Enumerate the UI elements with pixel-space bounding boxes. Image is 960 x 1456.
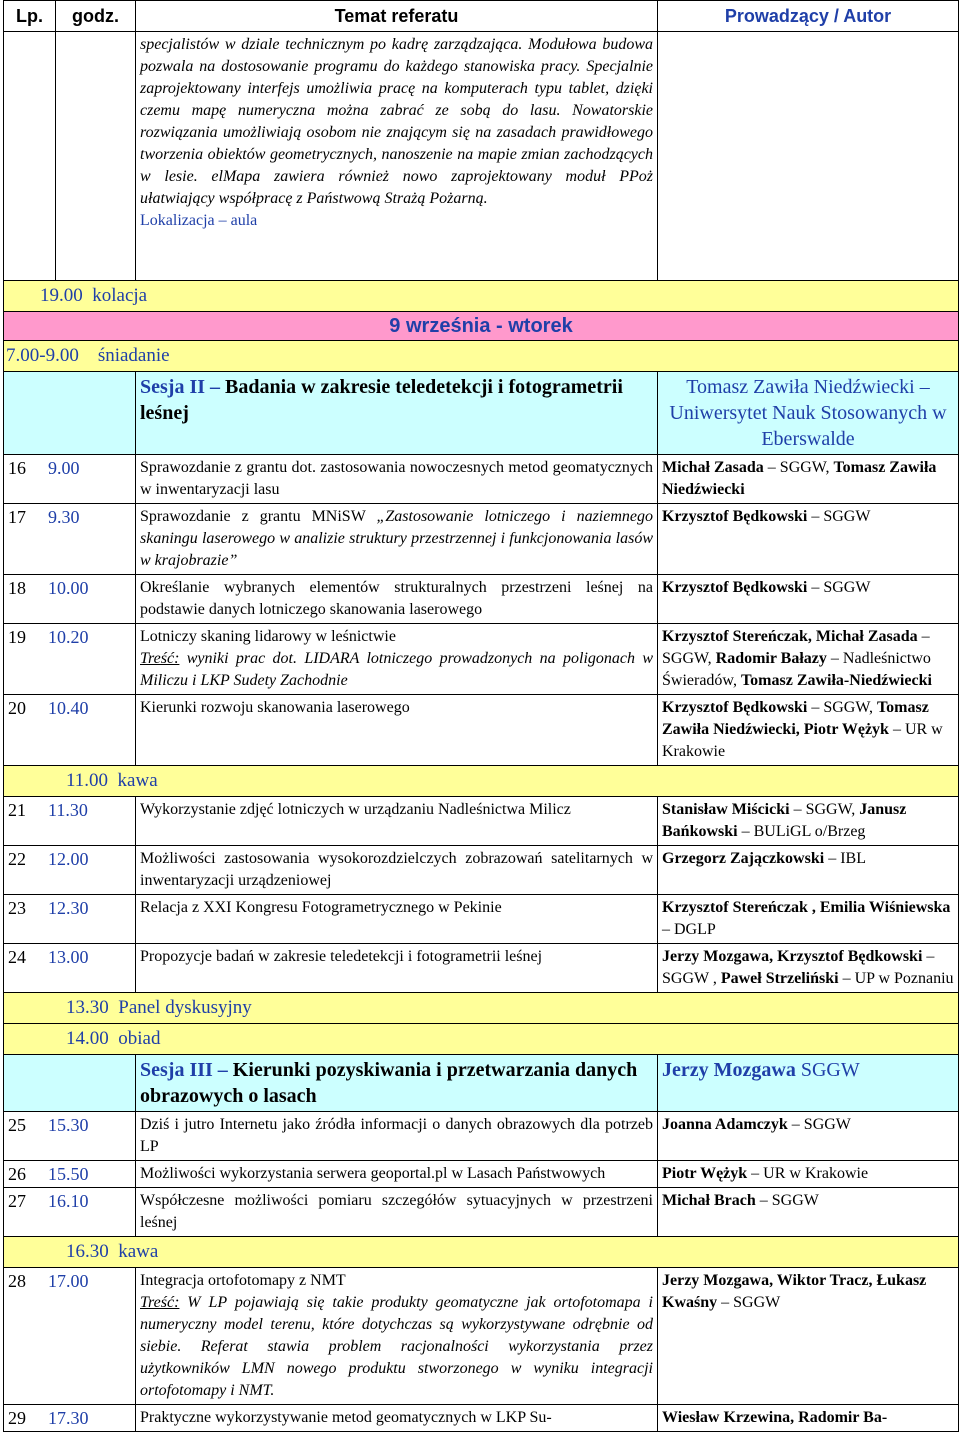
kawa1-time: 11.00: [66, 770, 109, 791]
row-authors-cell: [658, 575, 959, 624]
obiad-label: obiad: [118, 1028, 161, 1049]
header-autor: Prowadzący / Autor: [658, 1, 959, 32]
table-row: [4, 846, 959, 895]
row-lp: 23: [8, 898, 26, 918]
row-authors-cell: [658, 1161, 959, 1188]
row-topic-cell: [136, 504, 658, 575]
panel-label: Panel dyskusyjny: [118, 997, 252, 1018]
row-lp: 25: [8, 1115, 26, 1135]
row-topic-cell: [136, 624, 658, 695]
table-row: [4, 1161, 959, 1188]
row-topic-cell: [136, 944, 658, 993]
kawa2-label: kawa: [118, 1241, 159, 1262]
author-org: – SGGW: [807, 579, 871, 596]
row-topic-cell: [136, 895, 658, 944]
author-org: – UR w Krakowie: [747, 1165, 869, 1182]
sniadanie-label: śniadanie: [97, 345, 170, 366]
author-name: Krzysztof Stereńczak , Emilia Wiśniewska: [662, 899, 951, 916]
author-name: Michał Zasada: [662, 459, 764, 476]
author-org: – SGGW,: [789, 801, 860, 818]
row-topic: Dziś i jutro Internetu jako źródła informacji o danych obrazowych dla potrzeb LP: [140, 1116, 653, 1155]
row-topic-cell: [136, 695, 658, 766]
author-org: – UR w Krakowie: [662, 721, 943, 760]
author-org: – SGGW,: [763, 459, 834, 476]
row-topic: Kierunki rozwoju skanowania laserowego: [140, 699, 410, 716]
row-topic: Lotniczy skaning lidarowy w leśnictwie: [140, 628, 396, 645]
header-temat: Temat referatu: [136, 1, 658, 32]
session2-row: [4, 372, 959, 455]
author-name: Paweł Strzeliński: [720, 970, 839, 987]
author-name: Tomasz Zawiła Niedźwiecki: [662, 459, 937, 498]
author-org: – DGLP: [662, 921, 716, 938]
row-time: 11.30: [48, 800, 88, 820]
row-topic: Możliwości wykorzystania serwera geoportal.pl w Lasach Państwowych: [140, 1165, 606, 1182]
session3-title-cell: [136, 1055, 658, 1112]
row-authors-cell: [658, 944, 959, 993]
row-lp: 27: [8, 1191, 26, 1211]
kawa2-time: 16.30: [66, 1241, 109, 1262]
row-authors-cell: [658, 1188, 959, 1237]
row-lp: 19: [8, 627, 26, 647]
continued-abstract-row: [4, 32, 959, 281]
row-topic: Wykorzystanie zdjęć lotniczych w urządzaniu Nadleśnictwa Milicz: [140, 801, 571, 818]
row-time: 12.00: [48, 849, 89, 869]
author-org: – BULiGL o/Brzeg: [737, 823, 866, 840]
author-org: – UP w Poznaniu: [838, 970, 954, 987]
session3-leader-org: SGGW: [795, 1059, 860, 1081]
session2-title: Badania w zakresie teledetekcji i fotogrametrii leśnej: [140, 376, 623, 424]
author-name: Grzegorz Zajączkowski: [662, 850, 825, 867]
session2-title-cell: [136, 372, 658, 455]
row-lp: 26: [8, 1164, 26, 1184]
row-authors-cell: [658, 1268, 959, 1405]
kolacja-time: 19.00: [40, 285, 83, 306]
author-name: Jerzy Mozgawa, Krzysztof Będkowski: [662, 948, 923, 965]
row-topic-cell: [136, 455, 658, 504]
table-row: [4, 895, 959, 944]
row-lp: 29: [8, 1408, 26, 1428]
kawa1-row: [4, 766, 959, 797]
author-name: Krzysztof Będkowski: [662, 508, 808, 525]
table-row: [4, 455, 959, 504]
author-org: – SGGW: [717, 1294, 781, 1311]
row-time: 15.50: [48, 1164, 89, 1184]
obiad-row: [4, 1024, 959, 1055]
abstract-text: specjalistów w dziale technicznym po kadrę zarządzająca. Modułowa budowa pozwala na dostosowanie programu do każdego stanowiska pracy. Specjalnie zaprojektowany interfejs umożliwia pracę na komputerach typu tablet, dzięki czemu mapę numeryczna można zabrać ze sobą do lasu. Nowatorskie rozwiązania umożliwiają osobom nie znającym się na zasadach prawidłowego tworzenia obiektów geometrycznych, nanoszenie na mapie zmian zachodzących w lesie. elMapa zawiera również nowo zaprojektowany moduł PPoż ułatwiający współpracę z Państwową Strażą Pożarną.: [140, 36, 653, 207]
author-name: Tomasz Zawiła-Niedźwiecki: [740, 672, 932, 689]
row-time: 17.00: [48, 1271, 89, 1291]
row-lp: 20: [8, 698, 26, 718]
session3-title: Kierunki pozyskiwania i przetwarzania danych obrazowych o lasach: [140, 1059, 638, 1107]
row-time: 10.00: [48, 578, 89, 598]
row-topic-cell: [136, 575, 658, 624]
row-lp: 16: [8, 458, 26, 478]
row-topic-cell: [136, 1161, 658, 1188]
row-time: 17.30: [48, 1408, 89, 1428]
program-table: [3, 0, 959, 1432]
row-authors-cell: [658, 504, 959, 575]
row-topic-cell: [136, 1112, 658, 1161]
obiad-time: 14.00: [66, 1028, 109, 1049]
row-lp: 24: [8, 947, 26, 967]
sniadanie-time: 7.00-9.00: [6, 345, 79, 366]
session2-leader-org: – Uniwersytet Nauk Stosowanych w Eberswalde: [669, 376, 947, 450]
table-row: [4, 575, 959, 624]
author-org: – Nadleśnictwo Świeradów,: [662, 650, 931, 689]
kolacja-row: [4, 281, 959, 312]
row-time: 9.00: [48, 458, 80, 478]
kolacja-label: kolacja: [92, 285, 148, 306]
row-lp: 17: [8, 507, 26, 527]
author-org: – SGGW ,: [662, 948, 935, 987]
sniadanie-row: [4, 341, 959, 372]
table-row: [4, 1405, 959, 1432]
table-row: [4, 944, 959, 993]
row-topic: Określanie wybranych elementów strukturalnych przestrzeni leśnej na podstawie danych lotniczego skanowania laserowego: [140, 579, 653, 618]
row-authors-cell: [658, 695, 959, 766]
author-name: Wiesław Krzewina, Radomir Ba-: [662, 1409, 888, 1426]
row-topic: Możliwości zastosowania wysokorozdzielczych zobrazowań satelitarnych w inwentaryzacji urządzeniowej: [140, 850, 653, 889]
row-lp: 28: [8, 1271, 26, 1291]
author-name: Stanisław Miścicki: [662, 801, 790, 818]
row-authors-cell: [658, 1405, 959, 1432]
table-row: [4, 624, 959, 695]
row-topic-cell: [136, 797, 658, 846]
row-topic-cell: [136, 1405, 658, 1432]
kawa2-row: [4, 1237, 959, 1268]
kawa1-label: kawa: [117, 770, 158, 791]
author-name: Joanna Adamczyk: [662, 1116, 788, 1133]
row-topic-desc: „Zastosowanie lotniczego i naziemnego skaningu laserowego w analizie struktury przestrzennej i funkcjonowania lasów w krajobrazie”: [140, 508, 653, 569]
row-topic: Praktyczne wykorzystywanie metod geomatycznych w LKP Su-: [140, 1409, 552, 1426]
row-time: 9.30: [48, 507, 80, 527]
row-time: 15.30: [48, 1115, 89, 1135]
author-name: Krzysztof Będkowski: [662, 579, 808, 596]
author-name: Jerzy Mozgawa, Wiktor Tracz, Łukasz Kwaśny: [662, 1272, 927, 1311]
day-header: 9 września - wtorek: [4, 312, 959, 341]
row-time: 10.40: [48, 698, 89, 718]
author-name: Radomir Bałazy: [715, 650, 827, 667]
table-row: [4, 695, 959, 766]
table-row: [4, 1268, 959, 1405]
session2-prefix: Sesja II –: [140, 376, 226, 398]
day-header-row: [4, 312, 959, 341]
row-topic-desc: wyniki prac dot. LIDARA lotniczego prowadzonych na poligonach w Miliczu i LKP Sudety Zachodnie: [140, 650, 653, 689]
author-name: Michał Brach: [662, 1192, 756, 1209]
row-topic-cell: [136, 1268, 658, 1405]
row-topic-label: Treść:: [140, 1294, 180, 1311]
panel-row: [4, 993, 959, 1024]
header-godz: godz.: [56, 1, 136, 32]
author-name: Tomasz Zawiła Niedźwiecki, Piotr Wężyk: [662, 699, 929, 738]
session3-leader: Jerzy Mozgawa: [662, 1059, 796, 1081]
row-authors-cell: [658, 624, 959, 695]
row-authors-cell: [658, 846, 959, 895]
row-topic: Współczesne możliwości pomiaru szczegółów sytuacyjnych w przestrzeni leśnej: [140, 1192, 653, 1231]
row-topic-label: Treść:: [140, 650, 180, 667]
table-row: [4, 797, 959, 846]
row-topic-cell: [136, 1188, 658, 1237]
header-row: [4, 1, 959, 32]
table-row: [4, 1112, 959, 1161]
session3-leader-cell: [658, 1055, 959, 1112]
table-row: [4, 504, 959, 575]
row-topic: Integracja ortofotomapy z NMT: [140, 1272, 346, 1289]
author-org: – SGGW: [755, 1192, 819, 1209]
author-name: Janusz Bańkowski: [662, 801, 907, 840]
row-time: 12.30: [48, 898, 89, 918]
row-time: 13.00: [48, 947, 89, 967]
author-org: – IBL: [824, 850, 866, 867]
row-authors-cell: [658, 895, 959, 944]
row-topic: Sprawozdanie z grantu MNiSW: [140, 508, 377, 525]
row-authors-cell: [658, 1112, 959, 1161]
session3-prefix: Sesja III –: [140, 1059, 233, 1081]
panel-time: 13.30: [66, 997, 109, 1018]
session2-leader-cell: [658, 372, 959, 455]
session2-leader: Tomasz Zawiła Niedźwiecki: [686, 376, 915, 398]
row-time: 16.10: [48, 1191, 89, 1211]
row-topic-desc: W LP pojawiają się takie produkty geomatyczne jak ortofotomapa i numeryczny model terenu, które dotychczas są wykorzystywane odrębnie od siebie. Referat stawia problem racjonalności wykorzystania przez użytkowników LMN nowego produktu stworzonego w wyniku integracji ortofotomapy i NMT.: [140, 1294, 653, 1399]
header-lp: Lp.: [4, 1, 56, 32]
author-name: Krzysztof Stereńczak, Michał Zasada: [662, 628, 918, 645]
abstract-cell: [136, 32, 658, 281]
row-authors-cell: [658, 797, 959, 846]
abstract-location: Lokalizacja – aula: [140, 212, 258, 229]
author-name: Krzysztof Będkowski: [662, 699, 808, 716]
row-topic: Relacja z XXI Kongresu Fotogrametrycznego w Pekinie: [140, 899, 502, 916]
row-authors-cell: [658, 455, 959, 504]
row-lp: 22: [8, 849, 26, 869]
author-org: – SGGW,: [807, 699, 877, 716]
row-lp: 18: [8, 578, 26, 598]
author-name: Piotr Wężyk: [662, 1165, 748, 1182]
row-lp: 21: [8, 800, 26, 820]
author-org: – SGGW: [787, 1116, 851, 1133]
session3-row: [4, 1055, 959, 1112]
row-topic-cell: [136, 846, 658, 895]
row-topic: Propozycje badań w zakresie teledetekcji i fotogrametrii leśnej: [140, 948, 543, 965]
author-org: – SGGW,: [662, 628, 930, 667]
row-time: 10.20: [48, 627, 89, 647]
author-org: – SGGW: [807, 508, 871, 525]
row-topic: Sprawozdanie z grantu dot. zastosowania nowoczesnych metod geomatycznych w inwentaryzacji lasu: [140, 459, 653, 498]
table-row: [4, 1188, 959, 1237]
